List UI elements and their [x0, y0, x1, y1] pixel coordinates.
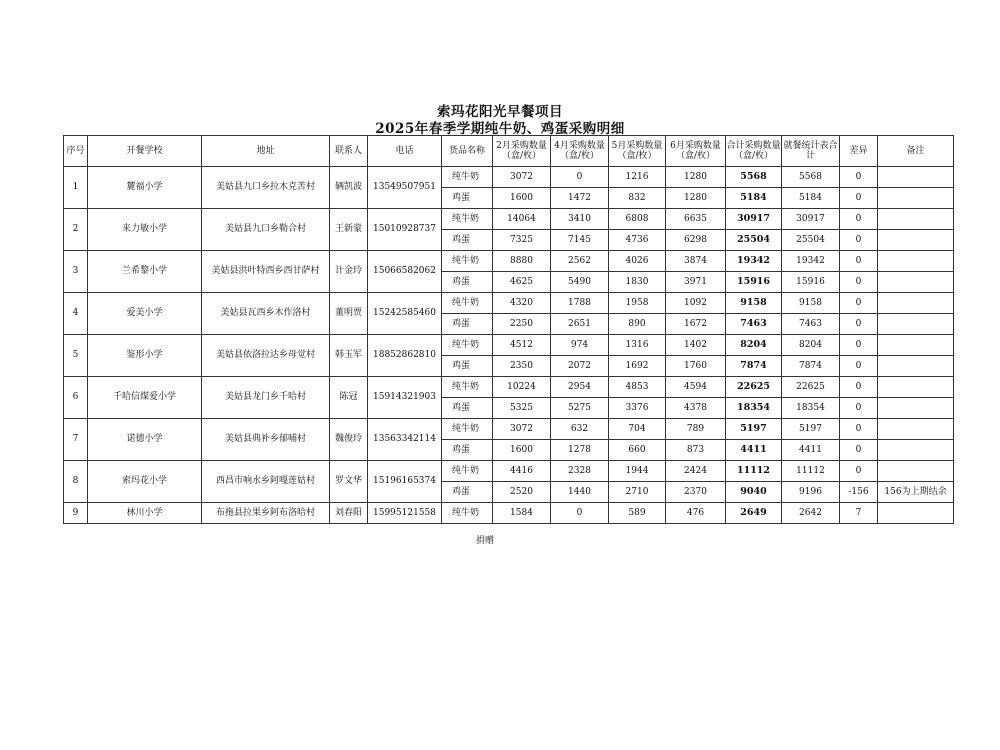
apr-quantity: 2562 — [551, 251, 609, 272]
remark — [878, 272, 954, 293]
school-address: 美姑县九口乡拉木克苦村 — [202, 167, 330, 209]
total-quantity: 19342 — [726, 251, 782, 272]
product-name: 纯牛奶 — [442, 293, 493, 314]
column-header: 4月采购数量（盒/枚） — [551, 136, 609, 167]
footer-note: 捐赠 — [476, 536, 495, 546]
total-quantity: 30917 — [726, 209, 782, 230]
contact-person: 罗文华 — [330, 461, 368, 503]
may-quantity: 660 — [609, 440, 666, 461]
total-quantity: 15916 — [726, 272, 782, 293]
column-header: 2月采购数量（盒/枚） — [493, 136, 551, 167]
total-quantity: 5197 — [726, 419, 782, 440]
difference: 0 — [840, 398, 878, 419]
apr-quantity: 7145 — [551, 230, 609, 251]
contact-phone: 15995121558 — [368, 503, 442, 524]
difference: 0 — [840, 461, 878, 482]
feb-quantity: 1584 — [493, 503, 551, 524]
may-quantity: 1958 — [609, 293, 666, 314]
product-name: 纯牛奶 — [442, 251, 493, 272]
row-number: 8 — [64, 461, 88, 503]
jun-quantity: 1760 — [666, 356, 726, 377]
difference: 0 — [840, 356, 878, 377]
feb-quantity: 1600 — [493, 440, 551, 461]
jun-quantity: 1402 — [666, 335, 726, 356]
apr-quantity: 2328 — [551, 461, 609, 482]
column-header: 联系人 — [330, 136, 368, 167]
contact-phone: 15010928737 — [368, 209, 442, 251]
product-name: 鸡蛋 — [442, 272, 493, 293]
total-quantity: 9158 — [726, 293, 782, 314]
total-quantity: 5184 — [726, 188, 782, 209]
column-header: 6月采购数量（盒/枚） — [666, 136, 726, 167]
feb-quantity: 7325 — [493, 230, 551, 251]
remark — [878, 419, 954, 440]
may-quantity: 704 — [609, 419, 666, 440]
school-name: 索玛花小学 — [88, 461, 202, 503]
row-number: 1 — [64, 167, 88, 209]
total-quantity: 18354 — [726, 398, 782, 419]
remark: 156为上期结余 — [878, 482, 954, 503]
contact-phone: 13563342114 — [368, 419, 442, 461]
school-address: 布拖县拉果乡阿布洛哈村 — [202, 503, 330, 524]
school-name: 爱美小学 — [88, 293, 202, 335]
row-number: 6 — [64, 377, 88, 419]
feb-quantity: 4625 — [493, 272, 551, 293]
difference: 0 — [840, 335, 878, 356]
feb-quantity: 10224 — [493, 377, 551, 398]
feb-quantity: 3072 — [493, 419, 551, 440]
jun-quantity: 2424 — [666, 461, 726, 482]
school-name: 林川小学 — [88, 503, 202, 524]
difference: 0 — [840, 377, 878, 398]
stat-total: 4411 — [782, 440, 840, 461]
remark — [878, 503, 954, 524]
stat-total: 8204 — [782, 335, 840, 356]
table-row — [64, 419, 954, 440]
product-name: 纯牛奶 — [442, 377, 493, 398]
may-quantity: 4853 — [609, 377, 666, 398]
column-header: 开餐学校 — [88, 136, 202, 167]
remark — [878, 251, 954, 272]
contact-phone: 13549507951 — [368, 167, 442, 209]
product-name: 鸡蛋 — [442, 188, 493, 209]
jun-quantity: 789 — [666, 419, 726, 440]
product-name: 纯牛奶 — [442, 335, 493, 356]
school-name: 诺德小学 — [88, 419, 202, 461]
may-quantity: 1216 — [609, 167, 666, 188]
apr-quantity: 1788 — [551, 293, 609, 314]
contact-phone: 18852862810 — [368, 335, 442, 377]
feb-quantity: 1600 — [493, 188, 551, 209]
document-title: 索玛花阳光早餐项目 — [437, 104, 563, 120]
remark — [878, 461, 954, 482]
contact-person: 计金玲 — [330, 251, 368, 293]
total-quantity: 11112 — [726, 461, 782, 482]
feb-quantity: 4512 — [493, 335, 551, 356]
row-number: 5 — [64, 335, 88, 377]
jun-quantity: 2370 — [666, 482, 726, 503]
stat-total: 18354 — [782, 398, 840, 419]
remark — [878, 230, 954, 251]
table-row — [64, 167, 954, 188]
table-body — [64, 167, 954, 524]
row-number: 2 — [64, 209, 88, 251]
school-address: 美姑县龙门乡千哈村 — [202, 377, 330, 419]
contact-person: 辆凯波 — [330, 167, 368, 209]
table-row — [64, 461, 954, 482]
stat-total: 19342 — [782, 251, 840, 272]
row-number: 9 — [64, 503, 88, 524]
may-quantity: 1830 — [609, 272, 666, 293]
remark — [878, 209, 954, 230]
jun-quantity: 4378 — [666, 398, 726, 419]
apr-quantity: 1472 — [551, 188, 609, 209]
school-address: 美姑县九口乡勒合村 — [202, 209, 330, 251]
may-quantity: 890 — [609, 314, 666, 335]
product-name: 鸡蛋 — [442, 314, 493, 335]
contact-person: 王新蒙 — [330, 209, 368, 251]
total-quantity: 7463 — [726, 314, 782, 335]
may-quantity: 1316 — [609, 335, 666, 356]
feb-quantity: 8880 — [493, 251, 551, 272]
stat-total: 30917 — [782, 209, 840, 230]
jun-quantity: 3971 — [666, 272, 726, 293]
school-name: 兰希黎小学 — [88, 251, 202, 293]
school-address: 美姑县瓦西乡木作洛村 — [202, 293, 330, 335]
product-name: 纯牛奶 — [442, 503, 493, 524]
product-name: 纯牛奶 — [442, 167, 493, 188]
school-name: 鉴形小学 — [88, 335, 202, 377]
stat-total: 5197 — [782, 419, 840, 440]
product-name: 纯牛奶 — [442, 461, 493, 482]
table-row — [64, 335, 954, 356]
difference: 0 — [840, 230, 878, 251]
school-name: 来力敏小学 — [88, 209, 202, 251]
feb-quantity: 2350 — [493, 356, 551, 377]
total-quantity: 4411 — [726, 440, 782, 461]
product-name: 纯牛奶 — [442, 209, 493, 230]
jun-quantity: 1092 — [666, 293, 726, 314]
remark — [878, 398, 954, 419]
column-header: 货品名称 — [442, 136, 493, 167]
feb-quantity: 2250 — [493, 314, 551, 335]
jun-quantity: 1672 — [666, 314, 726, 335]
remark — [878, 440, 954, 461]
stat-total: 7463 — [782, 314, 840, 335]
school-name: 麓福小学 — [88, 167, 202, 209]
contact-person: 魏俊玲 — [330, 419, 368, 461]
document-subtitle: 2025年春季学期纯牛奶、鸡蛋采购明细 — [375, 121, 625, 137]
remark — [878, 335, 954, 356]
product-name: 鸡蛋 — [442, 440, 493, 461]
feb-quantity: 2520 — [493, 482, 551, 503]
remark — [878, 356, 954, 377]
column-header: 就餐统计表合计 — [782, 136, 840, 167]
table-row — [64, 209, 954, 230]
stat-total: 2642 — [782, 503, 840, 524]
row-number: 7 — [64, 419, 88, 461]
total-quantity: 7874 — [726, 356, 782, 377]
apr-quantity: 1440 — [551, 482, 609, 503]
difference: -156 — [840, 482, 878, 503]
apr-quantity: 974 — [551, 335, 609, 356]
stat-total: 5184 — [782, 188, 840, 209]
jun-quantity: 4594 — [666, 377, 726, 398]
difference: 0 — [840, 167, 878, 188]
apr-quantity: 5275 — [551, 398, 609, 419]
may-quantity: 1692 — [609, 356, 666, 377]
apr-quantity: 2072 — [551, 356, 609, 377]
difference: 0 — [840, 251, 878, 272]
apr-quantity: 3410 — [551, 209, 609, 230]
may-quantity: 4736 — [609, 230, 666, 251]
contact-person: 陈冠 — [330, 377, 368, 419]
apr-quantity: 1278 — [551, 440, 609, 461]
apr-quantity: 2954 — [551, 377, 609, 398]
feb-quantity: 4416 — [493, 461, 551, 482]
apr-quantity: 5490 — [551, 272, 609, 293]
stat-total: 7874 — [782, 356, 840, 377]
column-header: 电话 — [368, 136, 442, 167]
product-name: 鸡蛋 — [442, 398, 493, 419]
contact-person: 韩玉军 — [330, 335, 368, 377]
procurement-table — [63, 135, 954, 524]
table-row — [64, 503, 954, 524]
stat-total: 9196 — [782, 482, 840, 503]
remark — [878, 167, 954, 188]
stat-total: 5568 — [782, 167, 840, 188]
remark — [878, 314, 954, 335]
apr-quantity: 0 — [551, 503, 609, 524]
row-number: 4 — [64, 293, 88, 335]
school-address: 美姑县依洛拉达乡母觉村 — [202, 335, 330, 377]
product-name: 鸡蛋 — [442, 482, 493, 503]
remark — [878, 293, 954, 314]
total-quantity: 8204 — [726, 335, 782, 356]
apr-quantity: 2651 — [551, 314, 609, 335]
table-row — [64, 293, 954, 314]
difference: 0 — [840, 272, 878, 293]
jun-quantity: 476 — [666, 503, 726, 524]
may-quantity: 2710 — [609, 482, 666, 503]
row-number: 3 — [64, 251, 88, 293]
feb-quantity: 3072 — [493, 167, 551, 188]
contact-phone: 15066582062 — [368, 251, 442, 293]
difference: 7 — [840, 503, 878, 524]
jun-quantity: 6298 — [666, 230, 726, 251]
may-quantity: 3376 — [609, 398, 666, 419]
school-address: 西昌市响水乡阿嘎莲姑村 — [202, 461, 330, 503]
apr-quantity: 0 — [551, 167, 609, 188]
may-quantity: 1944 — [609, 461, 666, 482]
may-quantity: 6808 — [609, 209, 666, 230]
total-quantity: 2649 — [726, 503, 782, 524]
column-header: 5月采购数量（盒/枚） — [609, 136, 666, 167]
total-quantity: 9040 — [726, 482, 782, 503]
header-row — [64, 136, 954, 167]
school-name: 千哈信煤爱小学 — [88, 377, 202, 419]
apr-quantity: 632 — [551, 419, 609, 440]
jun-quantity: 1280 — [666, 188, 726, 209]
product-name: 纯牛奶 — [442, 419, 493, 440]
jun-quantity: 6635 — [666, 209, 726, 230]
product-name: 鸡蛋 — [442, 230, 493, 251]
may-quantity: 4026 — [609, 251, 666, 272]
contact-person: 刘春阳 — [330, 503, 368, 524]
column-header: 合计采购数量（盒/枚） — [726, 136, 782, 167]
difference: 0 — [840, 293, 878, 314]
remark — [878, 188, 954, 209]
column-header: 备注 — [878, 136, 954, 167]
table-row — [64, 251, 954, 272]
contact-person: 董明贾 — [330, 293, 368, 335]
stat-total: 15916 — [782, 272, 840, 293]
difference: 0 — [840, 209, 878, 230]
stat-total: 9158 — [782, 293, 840, 314]
stat-total: 25504 — [782, 230, 840, 251]
feb-quantity: 14064 — [493, 209, 551, 230]
total-quantity: 22625 — [726, 377, 782, 398]
may-quantity: 589 — [609, 503, 666, 524]
column-header: 序号 — [64, 136, 88, 167]
table-row — [64, 377, 954, 398]
remark — [878, 377, 954, 398]
difference: 0 — [840, 314, 878, 335]
column-header: 地址 — [202, 136, 330, 167]
school-address: 美姑县典补乡郁哺村 — [202, 419, 330, 461]
jun-quantity: 1280 — [666, 167, 726, 188]
contact-phone: 15196165374 — [368, 461, 442, 503]
column-header: 差异 — [840, 136, 878, 167]
contact-phone: 15914321903 — [368, 377, 442, 419]
total-quantity: 25504 — [726, 230, 782, 251]
feb-quantity: 5325 — [493, 398, 551, 419]
total-quantity: 5568 — [726, 167, 782, 188]
stat-total: 22625 — [782, 377, 840, 398]
feb-quantity: 4320 — [493, 293, 551, 314]
difference: 0 — [840, 419, 878, 440]
may-quantity: 832 — [609, 188, 666, 209]
difference: 0 — [840, 440, 878, 461]
jun-quantity: 3874 — [666, 251, 726, 272]
school-address: 美姑县洪叶特西乡西甘萨村 — [202, 251, 330, 293]
contact-phone: 15242585460 — [368, 293, 442, 335]
stat-total: 11112 — [782, 461, 840, 482]
difference: 0 — [840, 188, 878, 209]
jun-quantity: 873 — [666, 440, 726, 461]
product-name: 鸡蛋 — [442, 356, 493, 377]
